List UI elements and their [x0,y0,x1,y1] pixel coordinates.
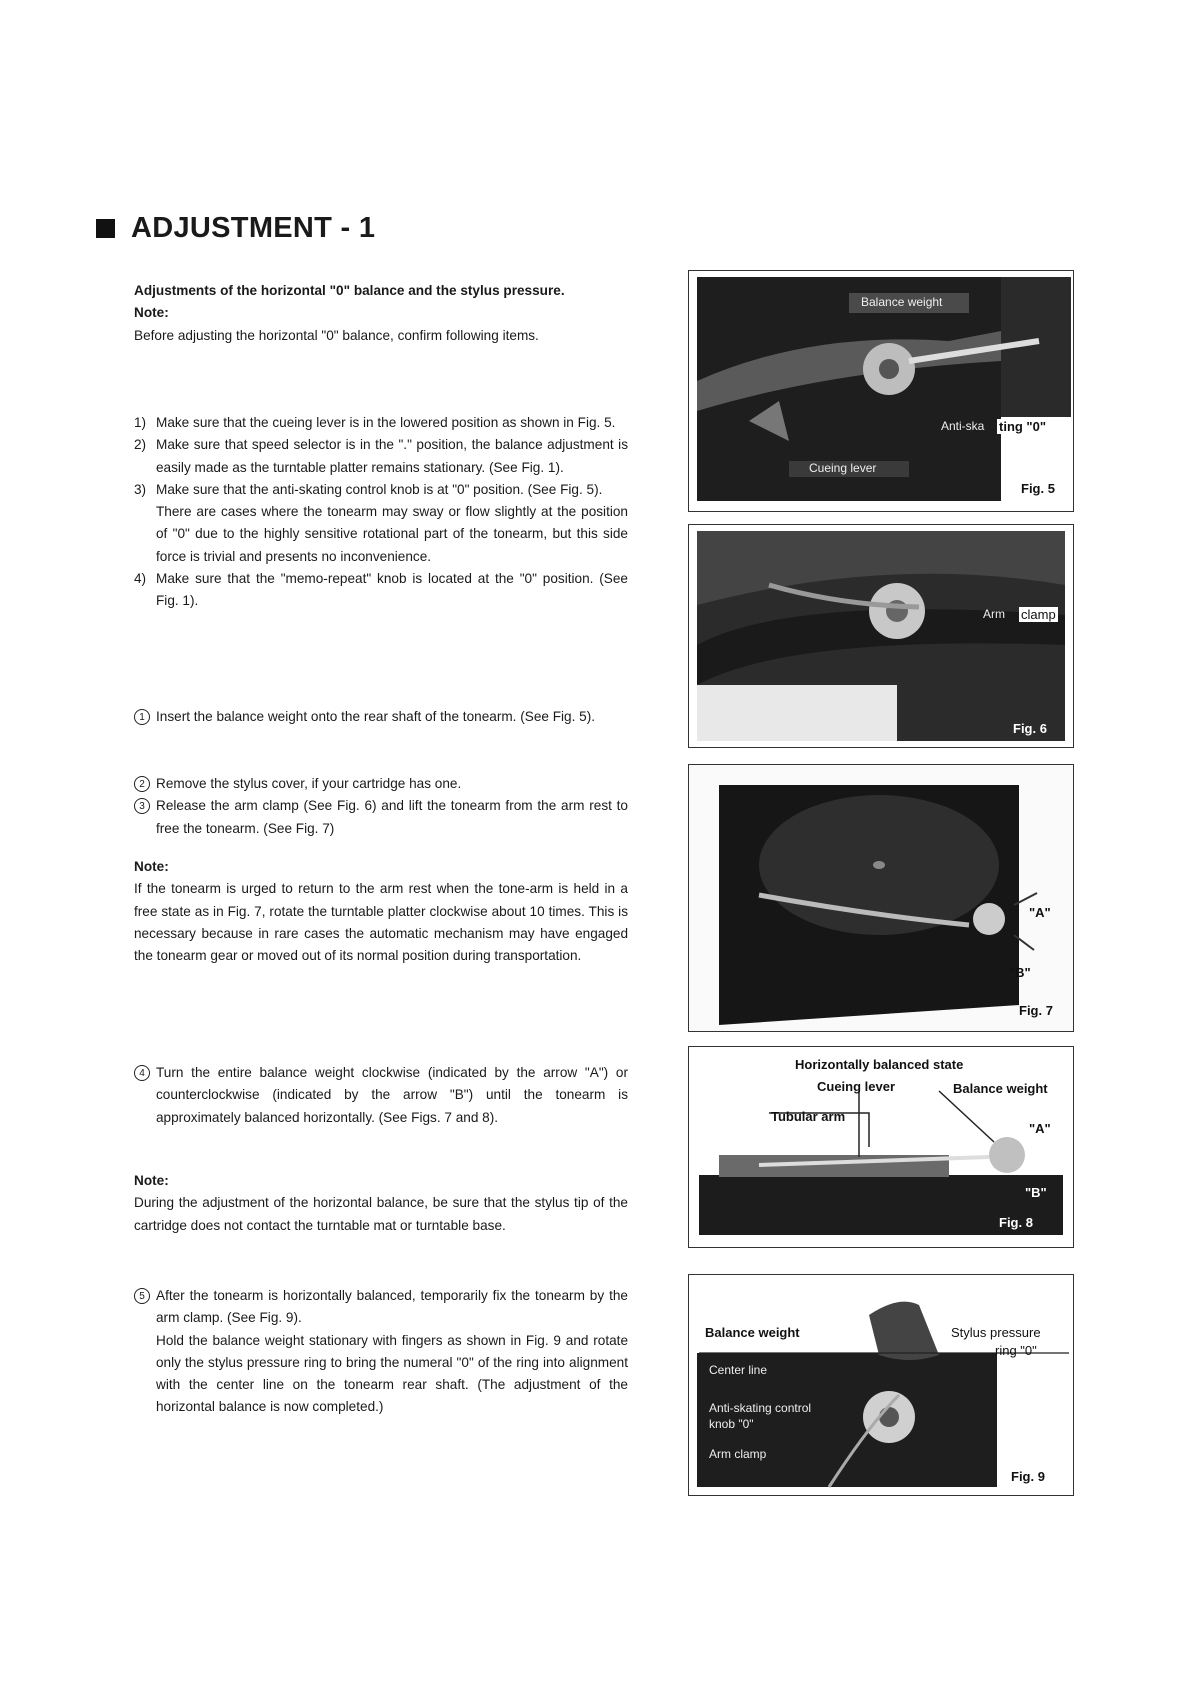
figure-9-label: Fig. 9 [1011,1469,1045,1484]
figure-7-photo [689,765,1073,1031]
step-2: 2 Remove the stylus cover, if your cartridge has one. [134,773,628,795]
checklist-item: 2) Make sure that speed selector is in the "." position, the balance adjustment is easily made as the turntable platter remains stationary. (See Fig. 1). [134,437,628,475]
fig9-stylus-ring: ring "0" [995,1343,1037,1358]
note-label: Note: [134,1173,169,1188]
figure-5-label: Fig. 5 [1021,481,1055,496]
checklist-item: 4) Make sure that the "memo-repeat" knob is located at the "0" position. (See Fig. 1). [134,571,628,609]
note-text: During the adjustment of the horizontal balance, be sure that the stylus tip of the cartridge does not contact the turntable mat or turntable base. [134,1195,628,1233]
step-number: 3 [134,798,150,814]
figure-7 [688,764,1074,1032]
fig5-callout-skating: ting "0" [999,419,1046,434]
fig9-balance-weight: Balance weight [705,1325,800,1340]
figure-6-photo [689,525,1073,747]
page-heading [96,212,375,245]
fig9-center-line: Center line [709,1363,768,1377]
figure-7-label: Fig. 7 [1019,1003,1053,1018]
note-2-block [134,856,628,967]
step-1-block [134,706,628,728]
fig8-title: Horizontally balanced state [795,1057,964,1072]
fig9-stylus-pressure: Stylus pressure [951,1325,1041,1340]
fig6-callout-arm: Arm [983,607,1005,621]
fig5-callout-cueing: Cueing lever [809,461,877,475]
fig7-arrow-a: "A" [1029,905,1051,920]
figure-5 [688,270,1074,512]
checklist-item: 1) Make sure that the cueing lever is in the lowered position as shown in Fig. 5. [134,415,616,430]
fig9-arm-clamp: Arm clamp [709,1447,767,1461]
fig7-arrow-b: "B" [1009,965,1031,980]
step-1: 1 Insert the balance weight onto the rear shaft of the tonearm. (See Fig. 5). [134,706,628,728]
fig8-balance-weight: Balance weight [953,1081,1048,1096]
fig6-callout-clamp: clamp [1021,607,1056,622]
step-number: 1 [134,709,150,725]
note-3-block [134,1170,628,1237]
figure-6 [688,524,1074,748]
fig9-antiskate-2: knob "0" [709,1417,754,1431]
step-5-block [134,1285,628,1419]
fig8-cueing-lever: Cueing lever [817,1079,896,1094]
figure-9-photo [689,1275,1073,1495]
note-text: Before adjusting the horizontal "0" balance, confirm following items. [134,327,539,343]
note-text: If the tonearm is urged to return to the arm rest when the tone-arm is held in a free state as in Fig. 7, rotate the turntable platter clockwise about 10 times. This is necessary because in rare cases the automatic mechanism may have engaged the tonearm gear or moved out of its normal position during transportation. [134,881,628,964]
step-5-extra: Hold the balance weight stationary with fingers as shown in Fig. 9 and rotate only the stylus pressure ring to bring the numeral "0" of the ring into alignment with the center line on the tonearm rear shaft. (The adjustment of the horizontal balance is now completed.) [156,1332,628,1415]
fig8-arrow-b: "B" [1025,1185,1047,1200]
intro-block [134,280,628,347]
checklist [134,412,628,613]
step-4: 4 Turn the entire balance weight clockwise (indicated by the arrow "A") or counterclockwise (indicated by the arrow "B") until the tonearm is approximately balanced horizontally. (See Figs. 7 and 8). [134,1062,628,1129]
fig5-callout-anti: Anti-ska [941,419,985,433]
step-3: 3 Release the arm clamp (See Fig. 6) and lift the tonearm from the arm rest to free the tonearm. (See Fig. 7) [134,795,628,840]
note-label: Note: [134,305,169,321]
fig8-arrow-a: "A" [1029,1121,1051,1136]
page-title: ADJUSTMENT - 1 [131,212,376,244]
figure-8-label: Fig. 8 [999,1215,1033,1230]
step-number: 5 [134,1288,150,1304]
fig5-callout-balance: Balance weight [861,295,943,309]
step-2-3-block [134,773,628,840]
figure-9 [688,1274,1074,1496]
step-number: 4 [134,1065,150,1081]
step-number: 2 [134,776,150,792]
figure-8 [688,1046,1074,1248]
checklist-item-extra: There are cases where the tonearm may sway or flow slightly at the position of "0" due to the highly sensitive rotational part of the tonearm, but this side force is trivial and presents no inconvenience. [156,504,628,564]
note-label: Note: [134,859,169,874]
section-subtitle: Adjustments of the horizontal "0" balance and the stylus pressure. [134,283,565,298]
step-4-block [134,1062,628,1129]
figure-6-label: Fig. 6 [1013,721,1047,736]
heading-bullet [96,219,115,238]
step-5: 5 After the tonearm is horizontally balanced, temporarily fix the tonearm by the arm clamp. (See Fig. 9). Hold the balance weight stationary with fingers as shown in Fig. 9 and rotate only the stylus pressure ring to bring the numeral "0" of the ring into alignment with the center line on the tonearm rear shaft. (The adjustment of the horizontal balance is now completed.) [134,1285,628,1419]
fig9-antiskate-1: Anti-skating control [709,1401,812,1415]
fig8-tubular-arm: Tubular arm [771,1109,846,1124]
checklist-item: 3) Make sure that the anti-skating control knob is at "0" position. (See Fig. 5). There are cases where the tonearm may sway or flow slightly at the position of "0" due to the highly sensitive rotational part of the tonearm, but this side force is trivial and presents no inconvenience. [134,479,628,568]
